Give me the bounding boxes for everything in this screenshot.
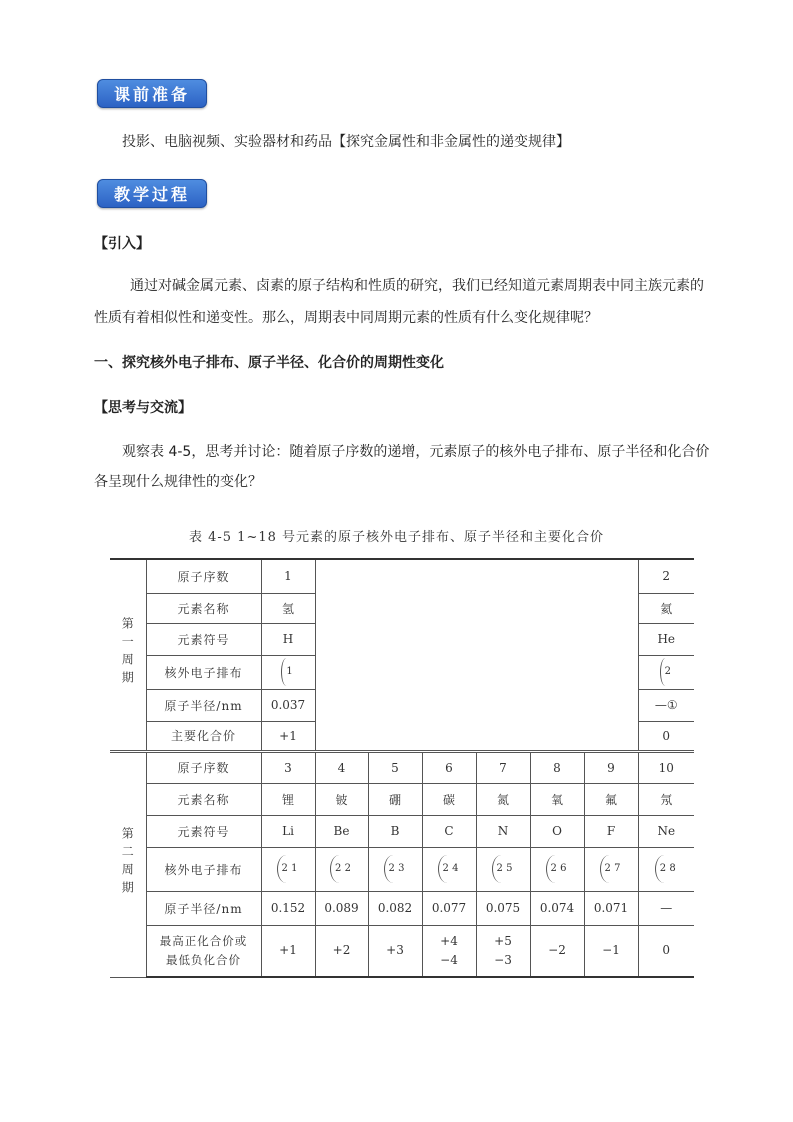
intro-line-1: 通过对碱金属元素、卤素的原子结构和性质的研究，我们已经知道元素周期表中同主族元素的	[130, 278, 704, 294]
cell-helium: —①	[638, 689, 694, 721]
electron-shell: 2 2	[330, 855, 353, 883]
cell-numbers: 8	[530, 751, 584, 783]
cell-radii: 0.074	[530, 891, 584, 925]
cell-hydrogen: H	[261, 623, 315, 655]
period-2-text: 第二周期	[120, 827, 135, 899]
electron-shell: 2	[660, 658, 673, 686]
cell-hydrogen: 1	[261, 559, 315, 593]
cell-shells	[476, 847, 530, 891]
row-label: 最高正化合价或最低负化合价	[146, 925, 261, 977]
prep-text: 投影、电脑视频、实验器材和药品【探究金属性和非金属性的递变规律】	[122, 134, 570, 150]
cell-valence: −1	[584, 925, 638, 977]
row-label: 元素符号	[146, 815, 261, 847]
cell-radii: 0.077	[422, 891, 476, 925]
electron-shell: 2 4	[438, 855, 461, 883]
cell-numbers: 3	[261, 751, 315, 783]
think-tag: 【思考与交流】	[94, 400, 192, 416]
cell-helium: 0	[638, 721, 694, 751]
cell-symbols: F	[584, 815, 638, 847]
cell-helium	[638, 655, 694, 689]
period-2-label	[110, 751, 146, 977]
cell-symbols: O	[530, 815, 584, 847]
cell-radii: 0.089	[315, 891, 368, 925]
cell-numbers: 4	[315, 751, 368, 783]
cell-radii: 0.152	[261, 891, 315, 925]
intro-tag: 【引入】	[94, 236, 150, 252]
cell-symbols: C	[422, 815, 476, 847]
cell-shells	[315, 847, 368, 891]
cell-symbols: B	[368, 815, 422, 847]
cell-valence: −2	[530, 925, 584, 977]
cell-valence: 0	[638, 925, 694, 977]
row-label: 元素名称	[146, 783, 261, 815]
electron-shell: 2 3	[384, 855, 407, 883]
cell-symbols: Be	[315, 815, 368, 847]
cell-shells	[261, 847, 315, 891]
cell-shells	[368, 847, 422, 891]
cell-helium: 2	[638, 559, 694, 593]
think-line-2: 各呈现什么规律性的变化？	[94, 474, 262, 490]
cell-names: 铍	[315, 783, 368, 815]
cell-names: 硼	[368, 783, 422, 815]
cell-shells	[584, 847, 638, 891]
cell-hydrogen	[261, 655, 315, 689]
cell-names: 碳	[422, 783, 476, 815]
row-label: 原子序数	[146, 559, 261, 593]
cell-numbers: 5	[368, 751, 422, 783]
cell-valence: +1	[261, 925, 315, 977]
cell-radii: 0.082	[368, 891, 422, 925]
cell-radii: —	[638, 891, 694, 925]
electron-shell: 2 5	[492, 855, 515, 883]
prep-header: 课前准备	[97, 79, 207, 108]
think-line-1: 观察表 4-5，思考并讨论：随着原子序数的递增，元素原子的核外电子排布、原子半径和化合价	[122, 444, 710, 460]
electron-shell: 2 1	[277, 855, 300, 883]
row-label: 元素符号	[146, 623, 261, 655]
cell-valence: +3	[368, 925, 422, 977]
section-title: 一、探究核外电子排布、原子半径、化合价的周期性变化	[94, 355, 444, 371]
cell-numbers: 6	[422, 751, 476, 783]
cell-numbers: 7	[476, 751, 530, 783]
cell-valence: +4 −4	[422, 925, 476, 977]
element-table	[110, 558, 694, 978]
row-label: 原子序数	[146, 751, 261, 783]
process-header: 教学过程	[97, 179, 207, 208]
cell-names: 氮	[476, 783, 530, 815]
period-1-text: 第一周期	[120, 617, 135, 690]
cell-numbers: 10	[638, 751, 694, 783]
cell-names: 氟	[584, 783, 638, 815]
cell-shells	[638, 847, 694, 891]
cell-hydrogen: 氢	[261, 593, 315, 623]
electron-shell: 2 6	[546, 855, 569, 883]
cell-shells	[530, 847, 584, 891]
electron-shell: 2 7	[600, 855, 623, 883]
period-1-label	[110, 559, 146, 751]
cell-names: 氖	[638, 783, 694, 815]
cell-valence: +2	[315, 925, 368, 977]
cell-valence: +5 −3	[476, 925, 530, 977]
cell-symbols: Ne	[638, 815, 694, 847]
row-label: 主要化合价	[146, 721, 261, 751]
electron-shell: 2 8	[655, 855, 678, 883]
row-label: 核外电子排布	[146, 847, 261, 891]
cell-shells	[422, 847, 476, 891]
cell-numbers: 9	[584, 751, 638, 783]
blank-area	[315, 559, 638, 751]
row-label: 元素名称	[146, 593, 261, 623]
cell-names: 锂	[261, 783, 315, 815]
cell-names: 氧	[530, 783, 584, 815]
table-caption: 表 4-5 1~18 号元素的原子核外电子排布、原子半径和主要化合价	[188, 530, 605, 545]
row-label: 原子半径/nm	[146, 891, 261, 925]
cell-hydrogen: +1	[261, 721, 315, 751]
row-label: 核外电子排布	[146, 655, 261, 689]
cell-symbols: Li	[261, 815, 315, 847]
electron-shell: 1	[281, 658, 294, 686]
cell-hydrogen: 0.037	[261, 689, 315, 721]
cell-symbols: N	[476, 815, 530, 847]
cell-radii: 0.075	[476, 891, 530, 925]
cell-helium: He	[638, 623, 694, 655]
intro-line-2: 性质有着相似性和递变性。那么，周期表中同周期元素的性质有什么变化规律呢？	[94, 310, 598, 326]
cell-helium: 氦	[638, 593, 694, 623]
row-label: 原子半径/nm	[146, 689, 261, 721]
cell-radii: 0.071	[584, 891, 638, 925]
